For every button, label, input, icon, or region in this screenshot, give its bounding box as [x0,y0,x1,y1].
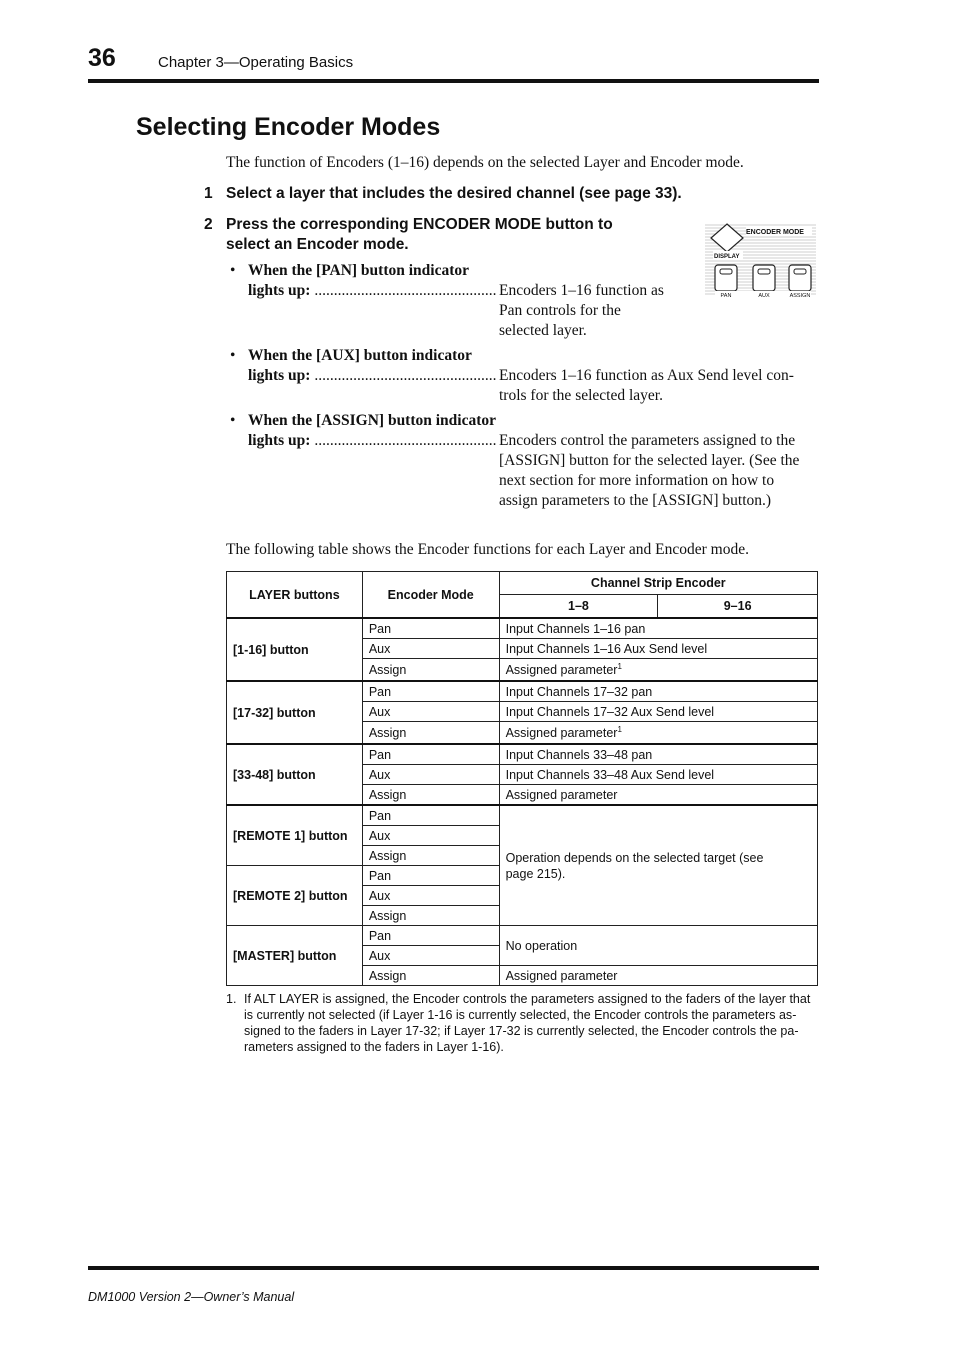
function-text: Assigned parameter [505,726,618,741]
table-intro: The following table shows the Encoder functions for each Layer and Encoder mode. [226,541,749,558]
function-cell [499,659,817,682]
mode-cell: Aux [362,946,499,966]
bullet-desc-line: Encoders control the parameters assigned to the [499,432,796,449]
mode-cell: Assign [362,846,499,866]
mode-cell: Aux [362,702,499,722]
bullet-desc-line: trols for the selected layer. [499,387,663,404]
column-header-9-16: 9–16 [658,595,818,619]
function-cell: Input Channels 33–48 Aux Send level [499,765,817,785]
mode-cell: Assign [362,722,499,745]
mode-cell: Assign [362,659,499,682]
bullet-desc-line: [ASSIGN] button for the selected layer. (See the [499,452,800,469]
step-number: 1 [204,185,213,202]
table-row [227,926,818,946]
panel-display-label: DISPLAY [714,254,740,260]
footnote-ref: 1 [617,724,622,734]
layer-cell: [33-48] button [227,744,363,805]
bullet-desc-line: Encoders 1–16 function as [499,282,664,299]
table-row [227,744,818,765]
mode-cell: Pan [362,618,499,639]
step-text [226,215,613,255]
mode-cell: Pan [362,866,499,886]
step-text: Select a layer that includes the desired channel (see page 33). [226,185,682,202]
table-footnote [226,991,818,1055]
column-header-strip: Channel Strip Encoder [499,572,817,595]
function-cell [499,722,817,745]
table-row [227,681,818,702]
layer-cell: [MASTER] button [227,926,363,986]
bullet-lead-line [248,281,500,301]
mode-cell: Aux [362,765,499,785]
bullet-lead [248,261,500,301]
bullet-description [499,366,794,406]
function-cell: Input Channels 17–32 pan [499,681,817,702]
intro-paragraph: The function of Encoders (1–16) depends on the selected Layer and Encoder mode. [226,154,744,171]
step-text-line: select an Encoder mode. [226,236,409,253]
mode-cell: Pan [362,681,499,702]
panel-button-label: PAN [720,293,732,299]
page-number: 36 [88,44,116,72]
bullet-lead [248,346,500,386]
leader-dots: ............................................... [310,367,497,384]
footnote-ref: 1 [617,661,622,671]
bullet-dot: • [230,347,236,364]
column-header-mode: Encoder Mode [362,572,499,619]
bullet-lead-label: lights up: [248,367,311,384]
layer-cell: [1-16] button [227,618,363,681]
layer-cell: [REMOTE 2] button [227,866,363,926]
panel-button-label: ASSIGN [789,293,811,299]
mode-cell: Pan [362,805,499,826]
layer-cell: [17-32] button [227,681,363,744]
function-cell: Input Channels 33–48 pan [499,744,817,765]
bullet-aux [230,346,818,406]
function-cell: Assigned parameter [499,785,817,806]
bullet-lead-line [248,366,500,386]
panel-title: ENCODER MODE [746,229,804,236]
bullet-desc-line: assign parameters to the [ASSIGN] button.) [499,492,772,509]
mode-cell: Assign [362,906,499,926]
bullet-dot: • [230,262,236,279]
section-title: Selecting Encoder Modes [136,113,441,141]
bullet-lead-line: When the [AUX] button indicator [248,347,472,364]
step-text-line: Press the corresponding ENCODER MODE button to [226,216,613,233]
chapter-title: Chapter 3—Operating Basics [158,54,354,71]
function-cell: Input Channels 1–16 Aux Send level [499,639,817,659]
header-rule [88,79,819,83]
bullet-lead-label: lights up: [248,282,311,299]
column-header-layer: LAYER buttons [227,572,363,619]
function-cell: Assigned parameter [499,966,817,986]
column-header-1-8: 1–8 [499,595,658,619]
bullet-dot: • [230,412,236,429]
bullet-description [499,431,799,511]
remote-function-cell: Operation depends on the selected target (see page 215). [499,805,817,926]
bullet-desc-line: next section for more information on how to [499,472,775,489]
footer-text: DM1000 Version 2—Owner’s Manual [88,1290,295,1304]
bullet-lead-line: When the [PAN] button indicator [248,262,470,279]
bullet-pan [230,261,818,341]
bullet-lead-line: When the [ASSIGN] button indicator [248,412,497,429]
bullet-description [499,281,664,341]
function-cell: Input Channels 17–32 Aux Send level [499,702,817,722]
table-row [227,618,818,639]
footnote-number: 1. [226,992,237,1006]
mode-cell: Aux [362,826,499,846]
bullet-desc-line: selected layer. [499,322,587,339]
mode-cell: Pan [362,926,499,946]
step-number: 2 [204,216,213,233]
bullet-desc-line: Encoders 1–16 function as Aux Send level con- [499,367,794,384]
function-text: Assigned parameter [505,663,618,678]
leader-dots: ............................................... [310,432,497,449]
step-2 [204,215,684,255]
encoder-function-table [226,571,818,986]
function-cell: Input Channels 1–16 pan [499,618,817,639]
footnote-text: If ALT LAYER is assigned, the Encoder controls the parameters assigned to the faders of the layer that is currently not selected (if Layer 1-16 is currently selected, the Encoder controls the parameters assigned to the faders in Layer 17-32; if Layer 17-32 is currently selected, the Encoder controls the parameters assigned to the faders in Layer 1-16). [244,992,811,1054]
bullet-lead-label: lights up: [248,432,311,449]
footer-rule [88,1266,819,1270]
table-row [227,805,818,826]
mode-cell: Assign [362,966,499,986]
bullet-desc-line: Pan controls for the [499,302,621,319]
mode-cell: Assign [362,785,499,806]
bullet-lead [248,411,500,451]
master-function-cell: No operation [499,926,817,966]
step-1 [204,184,764,204]
mode-cell: Aux [362,886,499,906]
panel-button-label: AUX [758,293,770,299]
mode-cell: Pan [362,744,499,765]
bullet-assign [230,411,818,511]
leader-dots: ............................................... [310,282,497,299]
layer-cell: [REMOTE 1] button [227,805,363,866]
bullet-lead-line [248,431,500,451]
mode-cell: Aux [362,639,499,659]
